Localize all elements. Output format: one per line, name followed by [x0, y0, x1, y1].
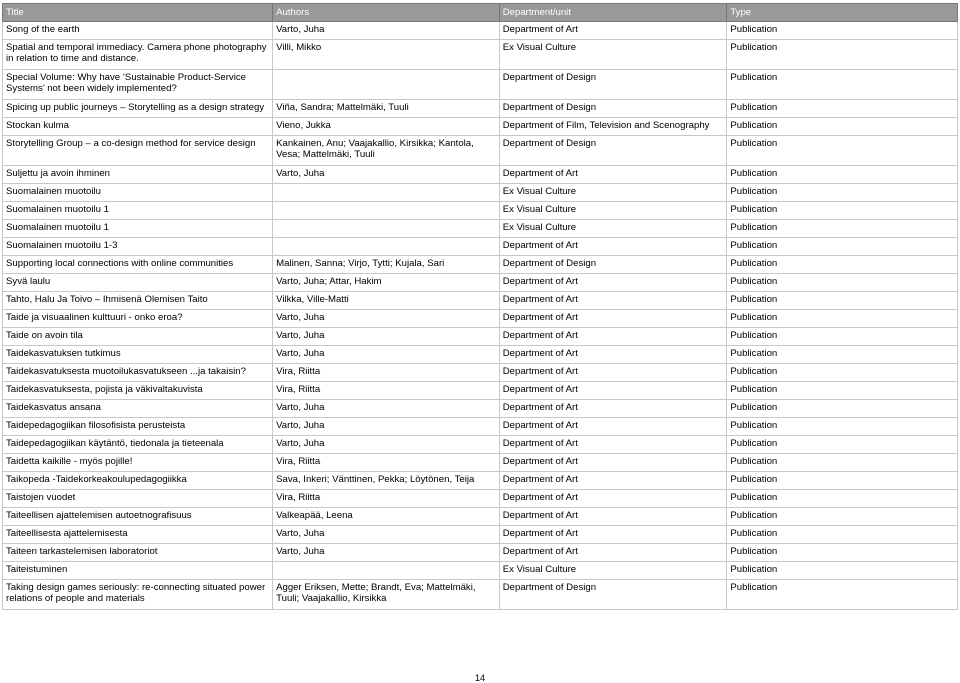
cell-department: Department of Art: [499, 436, 727, 454]
cell-authors: Vira, Riitta: [273, 364, 500, 382]
cell-type: Publication: [727, 220, 958, 238]
cell-department: Department of Art: [499, 166, 727, 184]
cell-type: Publication: [727, 328, 958, 346]
cell-department: Department of Art: [499, 346, 727, 364]
cell-department: Ex Visual Culture: [499, 562, 727, 580]
cell-title: Taidekasvatus ansana: [3, 400, 273, 418]
table-row: [3, 526, 958, 544]
cell-department: Department of Art: [499, 238, 727, 256]
cell-type: Publication: [727, 364, 958, 382]
cell-department: Department of Art: [499, 274, 727, 292]
cell-department: Department of Art: [499, 472, 727, 490]
cell-title: Taidetta kaikille - myös pojille!: [3, 454, 273, 472]
cell-department: Department of Art: [499, 400, 727, 418]
cell-type: Publication: [727, 202, 958, 220]
cell-title: Suomalainen muotoilu 1-3: [3, 238, 273, 256]
cell-department: Ex Visual Culture: [499, 184, 727, 202]
cell-title: Spicing up public journeys – Storytelling as a design strategy: [3, 100, 273, 118]
cell-authors: Vira, Riitta: [273, 454, 500, 472]
cell-authors: Malinen, Sanna; Virjo, Tytti; Kujala, Sari: [273, 256, 500, 274]
cell-type: Publication: [727, 400, 958, 418]
header-department: Department/unit: [499, 4, 727, 22]
cell-type: Publication: [727, 436, 958, 454]
cell-authors: Vilkka, Ville-Matti: [273, 292, 500, 310]
cell-type: Publication: [727, 418, 958, 436]
table-row: [3, 454, 958, 472]
cell-department: Ex Visual Culture: [499, 202, 727, 220]
cell-title: Stockan kulma: [3, 118, 273, 136]
cell-type: Publication: [727, 40, 958, 70]
cell-type: Publication: [727, 22, 958, 40]
table-row: [3, 118, 958, 136]
cell-type: Publication: [727, 490, 958, 508]
cell-title: Taidekasvatuksesta, pojista ja väkivaltakuvista: [3, 382, 273, 400]
cell-type: Publication: [727, 136, 958, 166]
table-row: [3, 256, 958, 274]
cell-type: Publication: [727, 454, 958, 472]
cell-department: Department of Art: [499, 490, 727, 508]
cell-authors: Varto, Juha: [273, 310, 500, 328]
cell-title: Taidekasvatuksesta muotoilukasvatukseen ...ja takaisin?: [3, 364, 273, 382]
cell-department: Department of Art: [499, 22, 727, 40]
table-row: [3, 22, 958, 40]
table-row: [3, 472, 958, 490]
cell-title: Suomalainen muotoilu: [3, 184, 273, 202]
page-number: 14: [474, 673, 485, 683]
cell-type: Publication: [727, 238, 958, 256]
cell-title: Taiteellisesta ajattelemisesta: [3, 526, 273, 544]
cell-type: Publication: [727, 544, 958, 562]
table-row: [3, 436, 958, 454]
cell-title: Suomalainen muotoilu 1: [3, 220, 273, 238]
cell-department: Department of Art: [499, 310, 727, 328]
cell-department: Department of Art: [499, 364, 727, 382]
cell-authors: Varto, Juha: [273, 346, 500, 364]
header-type: Type: [727, 4, 958, 22]
cell-department: Department of Art: [499, 292, 727, 310]
cell-authors: Sava, Inkeri; Vänttinen, Pekka; Löytönen, Teija: [273, 472, 500, 490]
cell-type: Publication: [727, 256, 958, 274]
table-row: [3, 310, 958, 328]
cell-title: Taidepedagogiikan filosofisista perusteista: [3, 418, 273, 436]
cell-title: Taiteen tarkastelemisen laboratoriot: [3, 544, 273, 562]
cell-type: Publication: [727, 346, 958, 364]
table-row: [3, 562, 958, 580]
table-row: [3, 274, 958, 292]
table-row: [3, 238, 958, 256]
cell-authors: Agger Eriksen, Mette; Brandt, Eva; Mattelmäki, Tuuli; Vaajakallio, Kirsikka: [273, 580, 500, 610]
table-row: [3, 100, 958, 118]
cell-title: Supporting local connections with online communities: [3, 256, 273, 274]
table-row: [3, 382, 958, 400]
cell-type: Publication: [727, 166, 958, 184]
cell-type: Publication: [727, 562, 958, 580]
table-row: [3, 40, 958, 70]
cell-authors: [273, 70, 500, 100]
cell-authors: Kankainen, Anu; Vaajakallio, Kirsikka; Kantola, Vesa; Mattelmäki, Tuuli: [273, 136, 500, 166]
cell-type: Publication: [727, 472, 958, 490]
table-row: [3, 184, 958, 202]
cell-authors: [273, 562, 500, 580]
publications-table: [2, 3, 958, 610]
cell-authors: Vira, Riitta: [273, 382, 500, 400]
cell-department: Ex Visual Culture: [499, 220, 727, 238]
cell-department: Department of Film, Television and Scenography: [499, 118, 727, 136]
cell-title: Syvä laulu: [3, 274, 273, 292]
cell-title: Suomalainen muotoilu 1: [3, 202, 273, 220]
cell-title: Taikopeda -Taidekorkeakoulupedagogiikka: [3, 472, 273, 490]
cell-department: Department of Design: [499, 580, 727, 610]
cell-type: Publication: [727, 292, 958, 310]
table-row: [3, 166, 958, 184]
cell-authors: Vira, Riitta: [273, 490, 500, 508]
cell-department: Department of Art: [499, 526, 727, 544]
cell-type: Publication: [727, 526, 958, 544]
cell-authors: [273, 184, 500, 202]
table-row: [3, 346, 958, 364]
cell-title: Special Volume: Why have ‘Sustainable Product-Service Systems’ not been widely implemented?: [3, 70, 273, 100]
cell-type: Publication: [727, 70, 958, 100]
cell-department: Department of Art: [499, 382, 727, 400]
cell-department: Department of Design: [499, 136, 727, 166]
cell-department: Department of Art: [499, 328, 727, 346]
cell-authors: [273, 220, 500, 238]
cell-authors: Varto, Juha; Attar, Hakim: [273, 274, 500, 292]
cell-title: Taiteistuminen: [3, 562, 273, 580]
cell-type: Publication: [727, 382, 958, 400]
cell-title: Suljettu ja avoin ihminen: [3, 166, 273, 184]
table-row: [3, 490, 958, 508]
cell-authors: [273, 202, 500, 220]
cell-authors: Varto, Juha: [273, 328, 500, 346]
table-row: [3, 580, 958, 610]
table-row: [3, 544, 958, 562]
cell-type: Publication: [727, 580, 958, 610]
cell-authors: Varto, Juha: [273, 436, 500, 454]
cell-title: Taide on avoin tila: [3, 328, 273, 346]
cell-department: Department of Art: [499, 418, 727, 436]
cell-department: Department of Art: [499, 544, 727, 562]
cell-authors: Vieno, Jukka: [273, 118, 500, 136]
cell-authors: [273, 238, 500, 256]
cell-authors: Varto, Juha: [273, 526, 500, 544]
cell-title: Taiteellisen ajattelemisen autoetnografisuus: [3, 508, 273, 526]
cell-department: Department of Design: [499, 100, 727, 118]
table-body: [3, 22, 958, 610]
table-row: [3, 136, 958, 166]
table-row: [3, 220, 958, 238]
table-row: [3, 364, 958, 382]
cell-title: Storytelling Group – a co-design method for service design: [3, 136, 273, 166]
header-authors: Authors: [273, 4, 500, 22]
table-row: [3, 328, 958, 346]
cell-title: Taking design games seriously: re-connecting situated power relations of people and materials: [3, 580, 273, 610]
cell-title: Taide ja visuaalinen kulttuuri - onko eroa?: [3, 310, 273, 328]
table-row: [3, 292, 958, 310]
cell-title: Song of the earth: [3, 22, 273, 40]
cell-title: Taistojen vuodet: [3, 490, 273, 508]
cell-type: Publication: [727, 118, 958, 136]
cell-authors: Viña, Sandra; Mattelmäki, Tuuli: [273, 100, 500, 118]
table-row: [3, 400, 958, 418]
cell-type: Publication: [727, 274, 958, 292]
cell-title: Spatial and temporal immediacy. Camera phone photography in relation to time and distance.: [3, 40, 273, 70]
table-row: [3, 418, 958, 436]
table-row: [3, 508, 958, 526]
cell-title: Taidepedagogiikan käytäntö, tiedonala ja tieteenala: [3, 436, 273, 454]
cell-authors: Valkeapää, Leena: [273, 508, 500, 526]
cell-authors: Villi, Mikko: [273, 40, 500, 70]
cell-authors: Varto, Juha: [273, 418, 500, 436]
cell-department: Ex Visual Culture: [499, 40, 727, 70]
cell-authors: Varto, Juha: [273, 400, 500, 418]
cell-title: Tahto, Halu Ja Toivo – Ihmisenä Olemisen Taito: [3, 292, 273, 310]
cell-authors: Varto, Juha: [273, 22, 500, 40]
cell-title: Taidekasvatuksen tutkimus: [3, 346, 273, 364]
cell-department: Department of Art: [499, 508, 727, 526]
header-title: Title: [3, 4, 273, 22]
cell-department: Department of Art: [499, 454, 727, 472]
table-row: [3, 202, 958, 220]
table-header-row: [3, 4, 958, 22]
cell-authors: Varto, Juha: [273, 544, 500, 562]
table-row: [3, 70, 958, 100]
cell-type: Publication: [727, 184, 958, 202]
cell-type: Publication: [727, 100, 958, 118]
cell-type: Publication: [727, 310, 958, 328]
cell-department: Department of Design: [499, 70, 727, 100]
cell-authors: Varto, Juha: [273, 166, 500, 184]
cell-type: Publication: [727, 508, 958, 526]
cell-department: Department of Design: [499, 256, 727, 274]
